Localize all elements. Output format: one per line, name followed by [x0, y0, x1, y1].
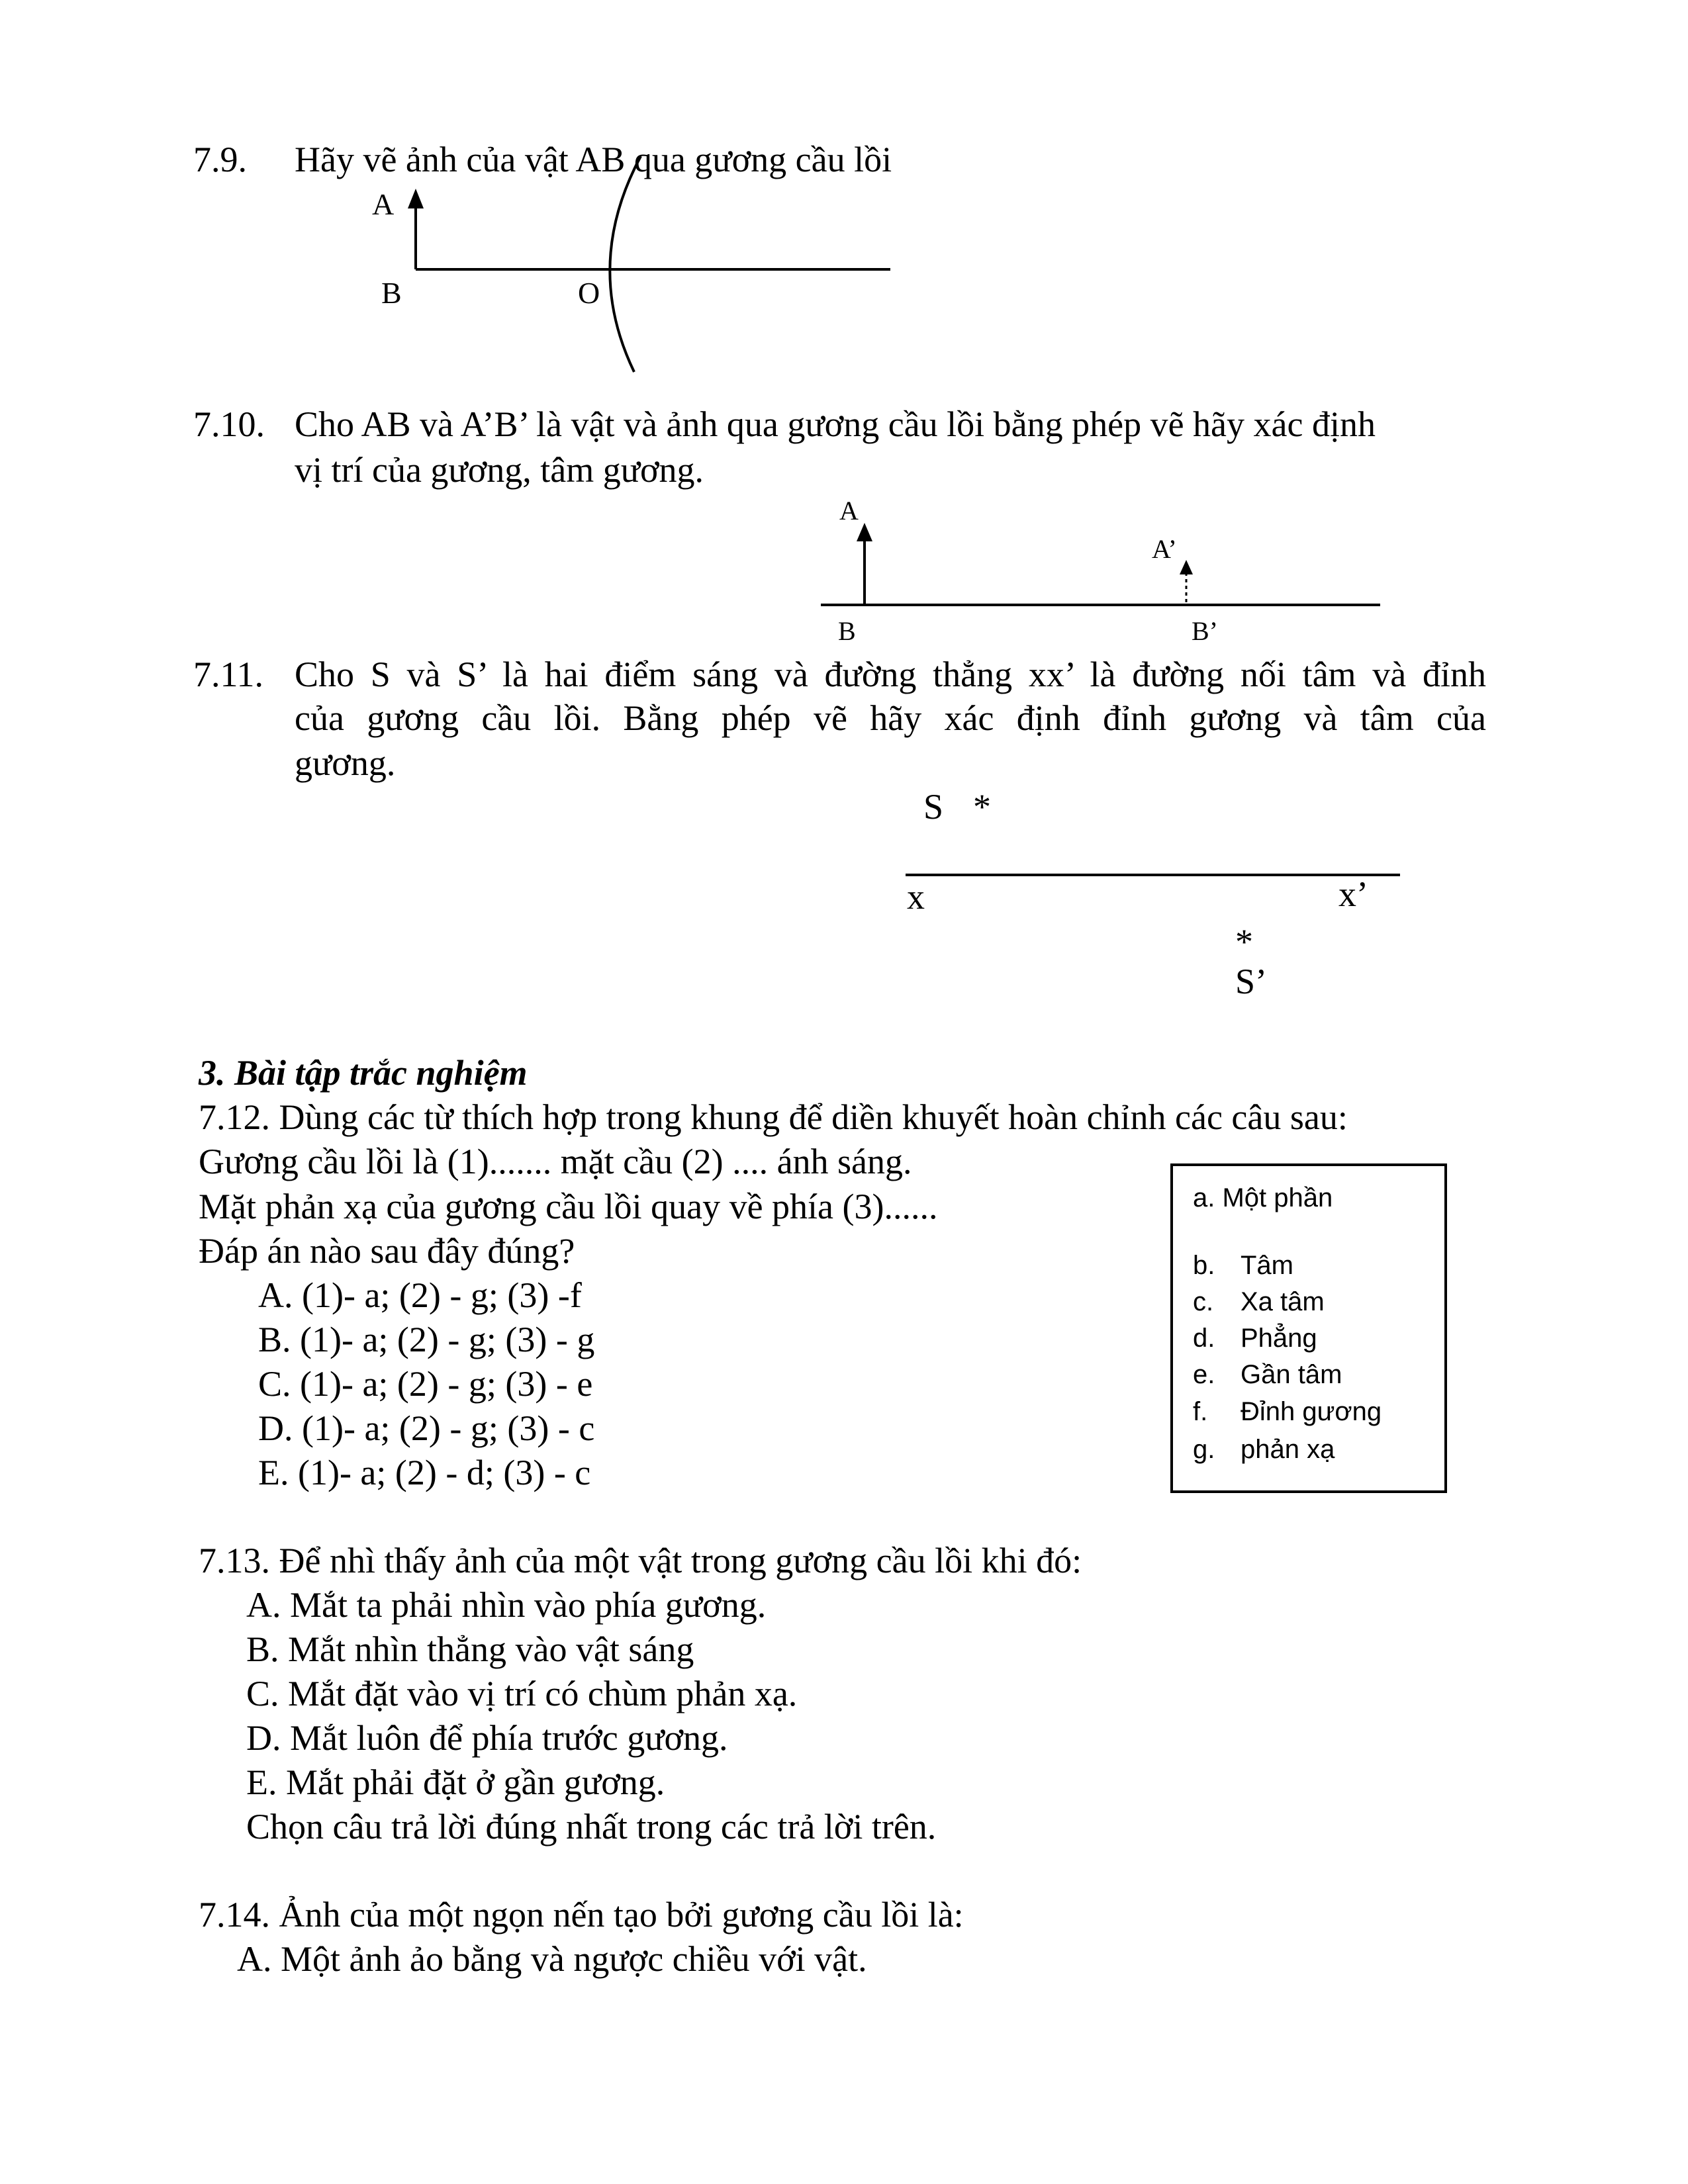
q7-9-number: 7.9. [193, 140, 247, 179]
q7-12-option-b: B. (1)- a; (2) - g; (3) - g [258, 1320, 595, 1359]
q7-11-star-s: * [973, 787, 991, 827]
q7-11-line2: của gương cầu lồi. Bằng phép vẽ hãy xác định đỉnh gương và tâm của [295, 698, 1486, 738]
word-box-key: a. [1193, 1183, 1215, 1212]
q7-12-word-box [1170, 1163, 1447, 1493]
q7-10-label-a-prime: A’ [1152, 534, 1177, 564]
q7-13-option-e: E. Mắt phải đặt ở gần gương. [246, 1762, 665, 1802]
q7-14-option-a: A. Một ảnh ảo bằng và ngược chiều với vật. [237, 1939, 867, 1979]
q7-12-line4: Đáp án nào sau đây đúng? [199, 1231, 575, 1271]
word-box-item-g [1193, 1433, 1335, 1465]
word-box-item-d [1193, 1322, 1317, 1354]
q7-12-option-d: D. (1)- a; (2) - g; (3) - c [258, 1408, 595, 1448]
word-box-item-c [1193, 1286, 1325, 1318]
word-box-item-e [1193, 1359, 1342, 1390]
q7-12-stem: 7.12. Dùng các từ thích hợp trong khung để diền khuyết hoàn chỉnh các câu sau: [199, 1097, 1348, 1137]
q7-12-option-c: C. (1)- a; (2) - g; (3) - e [258, 1364, 593, 1404]
word-box-key: g. [1193, 1435, 1215, 1464]
q7-11-star-s-prime: * [1235, 922, 1253, 962]
q7-12-line2: Gương cầu lồi là (1)....... mặt cầu (2) .... ánh sáng. [199, 1142, 912, 1181]
q7-11-label-x-prime: x’ [1338, 874, 1368, 914]
word-box-key: c. [1193, 1287, 1214, 1316]
q7-13-option-c: C. Mắt đặt vào vị trí có chùm phản xạ. [246, 1674, 798, 1713]
q7-9-label-a: A [372, 187, 395, 221]
q7-13-option-d: D. Mắt luôn để phía trước gương. [246, 1718, 728, 1758]
q7-13-option-b: B. Mắt nhìn thẳng vào vật sáng [246, 1629, 694, 1669]
q7-10-line2: vị trí của gương, tâm gương. [295, 450, 704, 490]
section-heading: 3. Bài tập trắc nghiệm [199, 1053, 528, 1093]
word-box-text: phản xạ [1241, 1435, 1335, 1464]
q7-10-number: 7.10. [193, 404, 265, 444]
word-box-item-f [1193, 1396, 1382, 1428]
word-box-text: Phẳng [1241, 1324, 1317, 1353]
word-box-key: b. [1193, 1251, 1215, 1280]
q7-9-text: Hãy vẽ ảnh của vật AB qua gương cầu lồi [295, 140, 892, 179]
word-box-item-b [1193, 1250, 1293, 1281]
q7-13-closing: Chọn câu trả lời đúng nhất trong các trả lời trên. [246, 1807, 937, 1846]
q7-13-stem: 7.13. Để nhì thấy ảnh của một vật trong gương cầu lồi khi đó: [199, 1541, 1082, 1580]
q7-10-line1: Cho AB và A’B’ là vật và ảnh qua gương cầu lồi bằng phép vẽ hãy xác định [295, 404, 1376, 444]
word-box-text: Gần tâm [1241, 1360, 1342, 1389]
word-box-key: d. [1193, 1324, 1215, 1353]
q7-12-option-e: E. (1)- a; (2) - d; (3) - c [258, 1453, 591, 1492]
word-box-item-a [1193, 1182, 1333, 1214]
word-box-key: f. [1193, 1397, 1208, 1426]
q7-12-option-a: A. (1)- a; (2) - g; (3) -f [258, 1275, 582, 1315]
q7-11-line1: Cho S và S’ là hai điểm sáng và đường thẳng xx’ là đường nối tâm và đỉnh [295, 655, 1486, 694]
q7-10-label-a: A [839, 496, 859, 525]
q7-12-line3: Mặt phản xạ của gương cầu lồi quay về phía (3)...... [199, 1187, 938, 1226]
word-box-text: Xa tâm [1241, 1287, 1325, 1316]
q7-11-label-s: S [923, 787, 944, 827]
q7-11-number: 7.11. [193, 655, 263, 694]
word-box-text: Một phần [1222, 1183, 1333, 1212]
q7-14-stem: 7.14. Ảnh của một ngọn nến tạo bởi gương cầu lồi là: [199, 1895, 964, 1934]
q7-9-label-o: O [578, 276, 600, 310]
q7-10-label-b: B [838, 616, 856, 646]
word-box-text: Đỉnh gương [1241, 1397, 1382, 1426]
word-box-key: e. [1193, 1360, 1215, 1389]
q7-13-option-a: A. Mắt ta phải nhìn vào phía gương. [246, 1585, 767, 1625]
q7-11-label-x: x [907, 877, 925, 917]
q7-11-label-s-prime: S’ [1235, 962, 1268, 1001]
word-box-text: Tâm [1241, 1251, 1293, 1280]
q7-10-label-b-prime: B’ [1192, 616, 1218, 646]
q7-9-label-b: B [381, 276, 402, 310]
q7-11-line3: gương. [295, 743, 396, 783]
